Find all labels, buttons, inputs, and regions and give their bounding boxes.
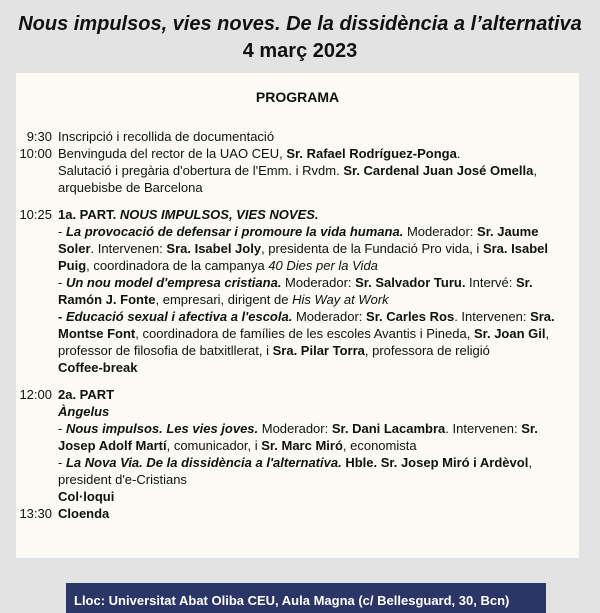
agenda-item <box>16 386 569 505</box>
session-title: - Educació sexual i afectiva a l'escola. <box>58 309 293 324</box>
text: , economista <box>342 438 417 453</box>
time: 10:25 <box>19 207 52 222</box>
coffee-break: Coffee-break <box>58 360 138 375</box>
agenda-text <box>58 386 569 505</box>
agenda <box>16 128 569 522</box>
time: 9:30 <box>26 129 52 144</box>
text: . Intervenen: <box>90 241 167 256</box>
location-banner: Lloc: Universitat Abat Oliba CEU, Aula Magna (c/ Bellesguard, 30, Bcn) <box>66 583 546 613</box>
session-title: Nous impulsos. Les vies joves. <box>65 421 259 436</box>
text: Moderador: <box>258 421 332 436</box>
speaker-name: Sr. Marc Miró <box>261 438 343 453</box>
text: - <box>58 455 66 470</box>
agenda-text <box>58 206 569 376</box>
speaker-name: Sr. Josep Adolf Martí <box>58 421 538 453</box>
agenda-item <box>16 206 569 376</box>
agenda-text: Inscripció i recollida de documentació <box>58 129 275 144</box>
text: Moderador: <box>292 309 367 324</box>
campaign-name: 40 Dies per la Vida <box>268 258 378 273</box>
closing: Cloenda <box>58 506 110 521</box>
colloqui: Col·loqui <box>58 489 115 504</box>
event-title: Nous impulsos, vies noves. De la dissidència a l’alternativa <box>18 13 582 35</box>
time: 10:00 <box>19 146 52 161</box>
programme-card <box>16 73 579 558</box>
text: , presidenta de la Fundació Pro vida, i <box>261 241 483 256</box>
speaker-name: Sr. Dani Lacambra <box>331 421 446 436</box>
speaker-name: Sra. Isabel Joly <box>166 241 262 256</box>
speaker-name: Sr. Jaume Soler <box>58 224 539 256</box>
text: . Intervenen: <box>454 309 531 324</box>
text: - <box>58 224 66 239</box>
speaker-name: Sra. Isabel Puig <box>58 241 548 273</box>
session-title: La provocació de defensar i promoure la vida humana. <box>65 224 404 239</box>
text: , professor de filosofia de batxitllerat, i <box>58 326 550 358</box>
text: . Intervenen: <box>445 421 522 436</box>
speaker-name: Sr. Cardenal Juan José Omella <box>343 163 534 178</box>
part-label: 1a. PART. <box>58 207 120 222</box>
text: Benvinguda del rector de la UAO CEU, <box>58 146 287 161</box>
agenda-text <box>58 505 569 522</box>
session-title: Un nou model d'empresa cristiana. <box>65 275 282 290</box>
text: - <box>58 275 66 290</box>
speaker-name: Sr. Ramón J. Fonte <box>58 275 533 307</box>
event-date: 4 març 2023 <box>242 40 358 62</box>
agenda-item <box>16 128 569 145</box>
part-title: NOUS IMPULSOS, VIES NOVES. <box>119 207 319 222</box>
speaker-name: Sra. Montse Font <box>58 309 555 341</box>
text: - <box>58 421 66 436</box>
time: 13:30 <box>19 506 52 521</box>
text: , comunicador, i <box>166 438 262 453</box>
agenda-item <box>16 505 569 522</box>
text: , president d'e-Cristians <box>58 455 532 487</box>
speaker-name: Sr. Salvador Turu. <box>355 275 466 290</box>
header <box>0 0 600 63</box>
text: Moderador: <box>281 275 356 290</box>
speaker-name: Sr. Joan Gil <box>473 326 546 341</box>
session-title: La Nova Via. De la dissidència a l'alternativa. <box>65 455 342 470</box>
speaker-name: Sr. Carles Ros <box>366 309 455 324</box>
organisation-name: His Way at Work <box>292 292 389 307</box>
text: , empresari, dirigent de <box>155 292 293 307</box>
speaker-name: Sr. Rafael Rodríguez-Ponga <box>286 146 457 161</box>
speaker-name: Sra. Pilar Torra <box>272 343 365 358</box>
speaker-name: Hble. Sr. Josep Miró i Ardèvol <box>345 455 529 470</box>
text: , coordinadora de la campanya <box>86 258 269 273</box>
text: . <box>456 146 461 161</box>
text: , arquebisbe de Barcelona <box>58 163 537 195</box>
text: Salutació i pregària d'obertura de l'Emm. i Rvdm. <box>58 163 344 178</box>
text: , coordinadora de famílies de les escoles Avantis i Pineda, <box>135 326 474 341</box>
text: , professora de religió <box>364 343 490 358</box>
time: 12:00 <box>19 387 52 402</box>
part-label: 2a. PART <box>58 387 115 402</box>
text: Intervé: <box>465 275 517 290</box>
agenda-text <box>58 145 569 196</box>
angelus: Àngelus <box>58 404 110 419</box>
agenda-item <box>16 145 569 196</box>
programme-title: PROGRAMA <box>255 89 340 105</box>
text: Moderador: <box>403 224 478 239</box>
